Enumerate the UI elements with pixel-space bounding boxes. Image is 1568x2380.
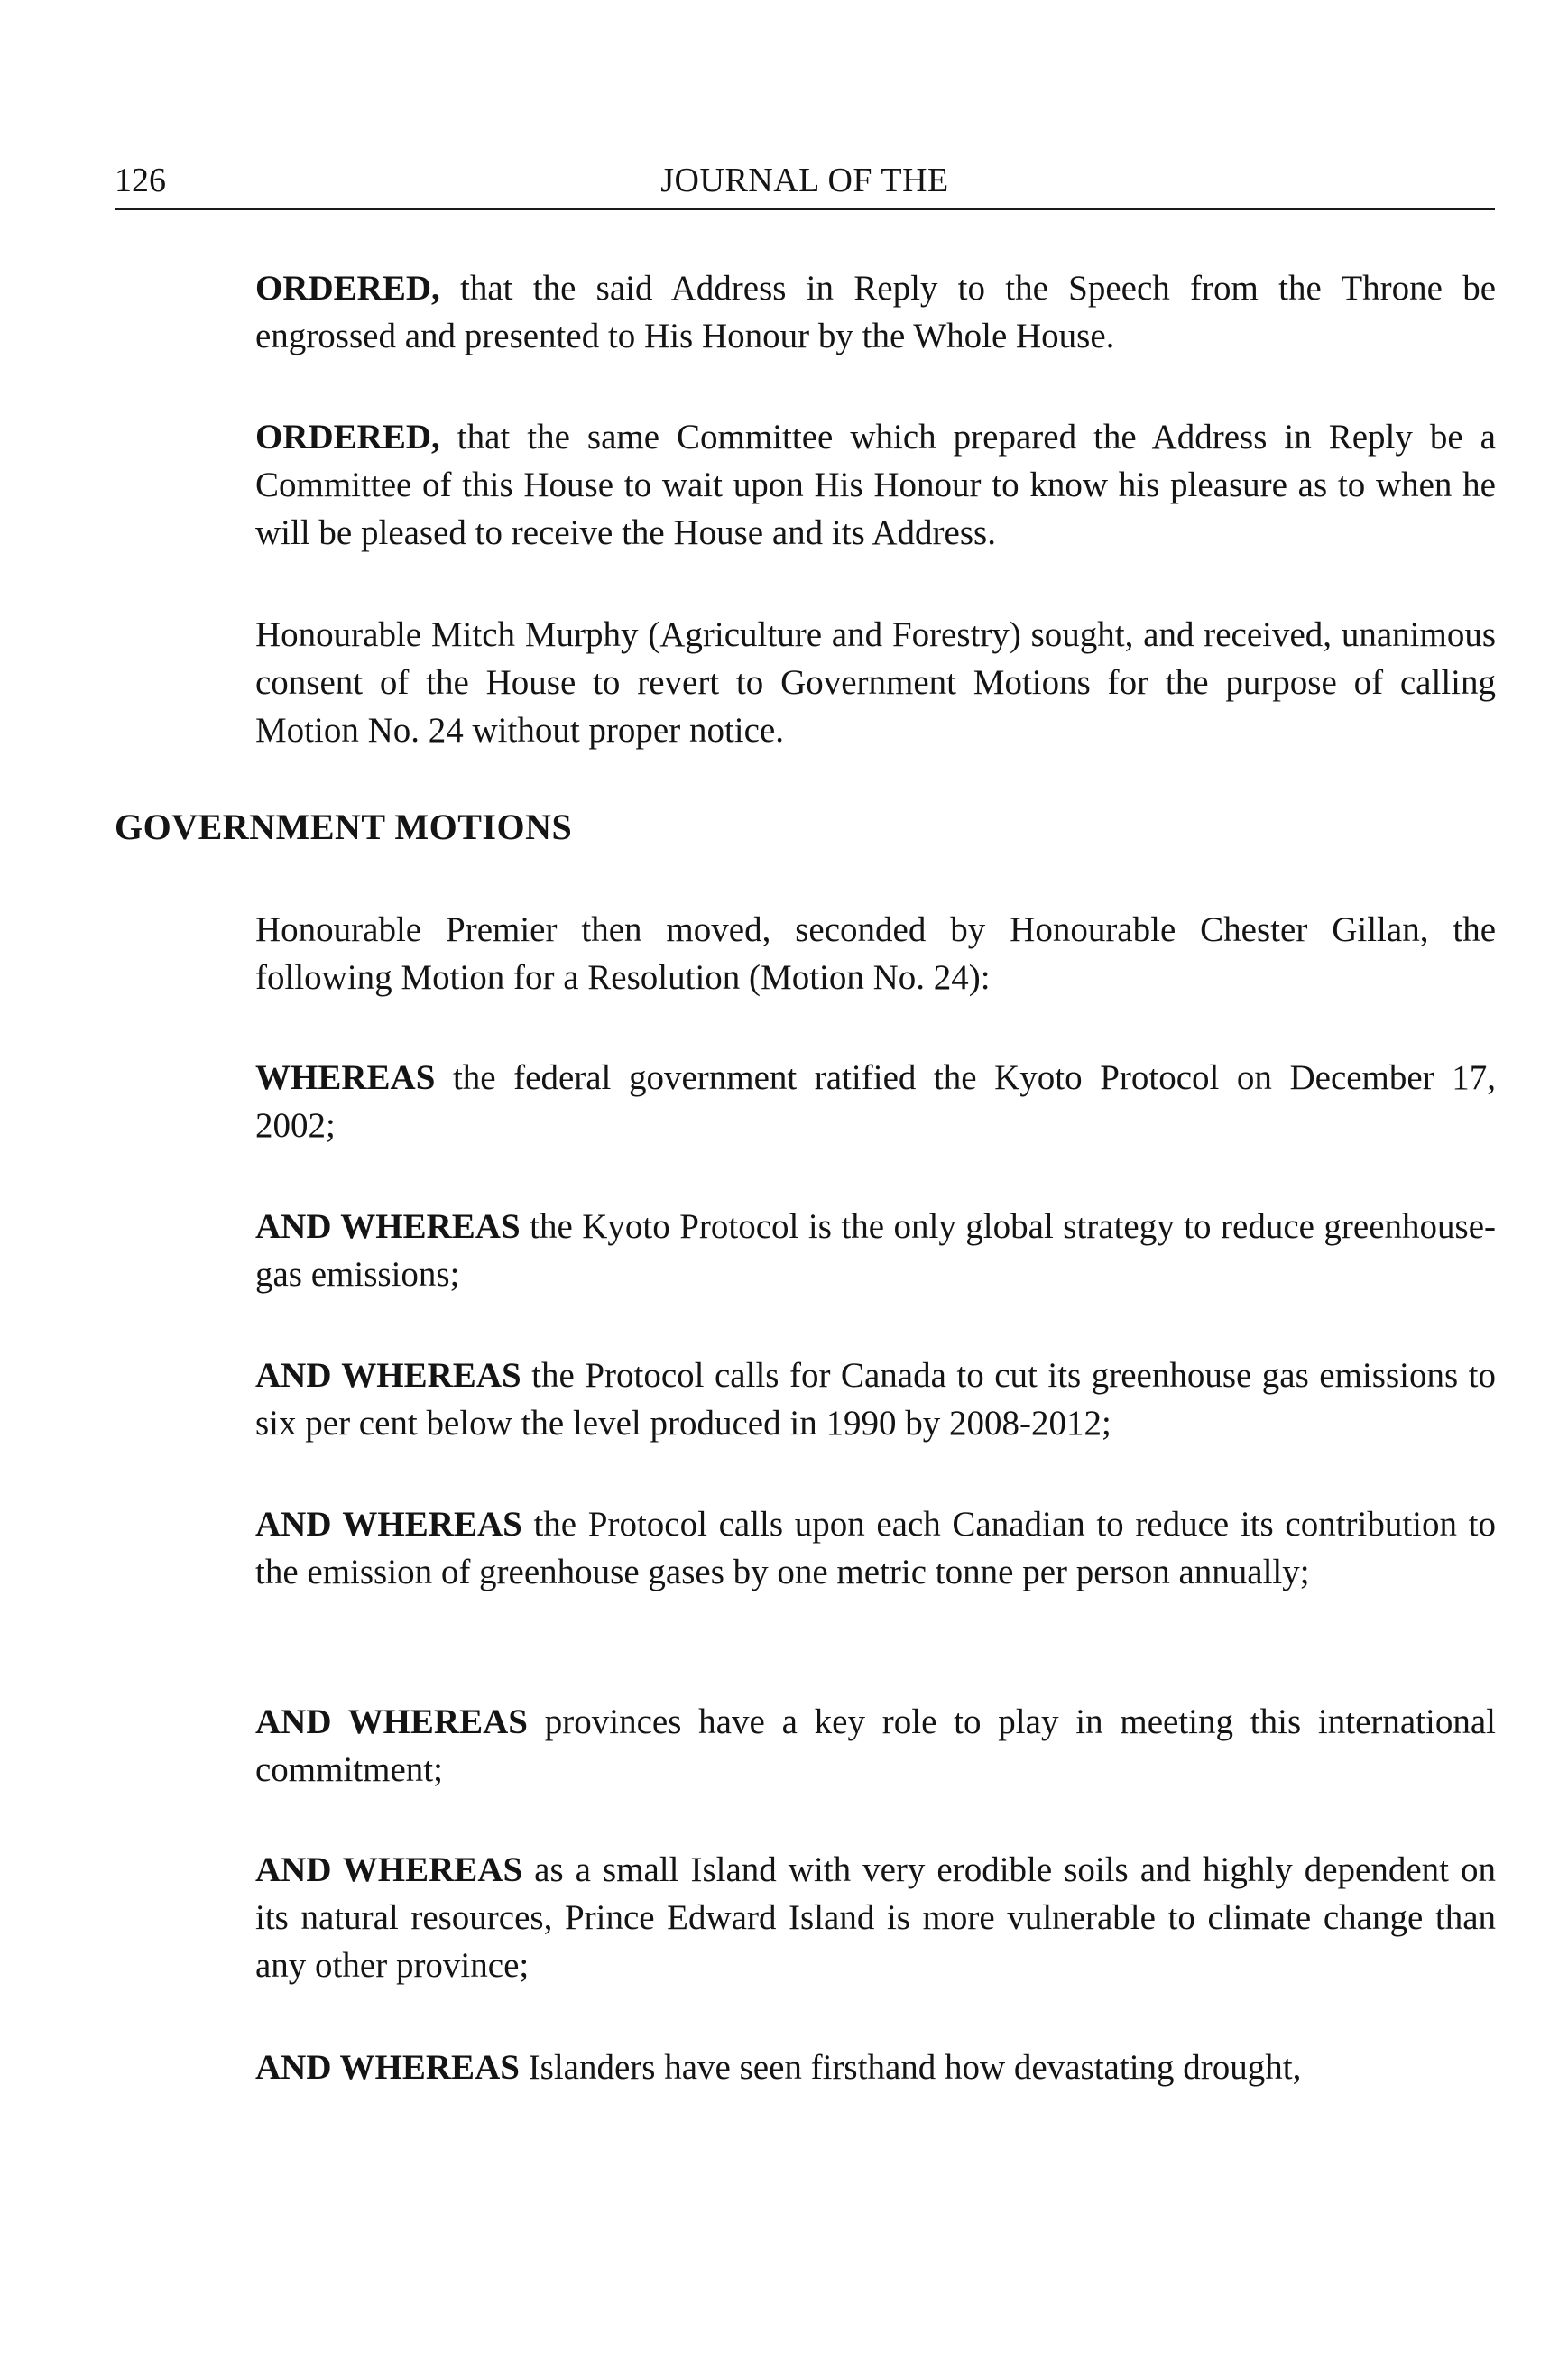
motion-intro-paragraph: [255, 906, 1496, 1001]
paragraph-text: the federal government ratified the Kyoto Protocol on December 17, 2002;: [255, 1058, 1496, 1145]
paragraph-text: provinces have a key role to play in meeting this international commitment;: [255, 1702, 1496, 1789]
section-heading: GOVERNMENT MOTIONS: [115, 807, 573, 847]
whereas-paragraph-1: [255, 1054, 1496, 1149]
ordered-paragraph-1: [255, 264, 1496, 360]
paragraph-lead: AND WHEREAS: [255, 1356, 521, 1395]
paragraph-lead: AND WHEREAS: [255, 1207, 521, 1246]
paragraph-text: Honourable Premier then moved, seconded by Honourable Chester Gillan, the following Motion for a Resolution (Motion No. 24):: [255, 910, 1496, 997]
paragraph-lead: AND WHEREAS: [255, 1505, 522, 1544]
paragraph-text: Islanders have seen firsthand how devastating drought,: [519, 2048, 1302, 2087]
paragraph-lead: ORDERED,: [255, 418, 440, 457]
whereas-paragraph-7: [255, 2043, 1496, 2091]
paragraph-text: the Protocol calls upon each Canadian to reduce its contribution to the emission of greenhouse gases by one metric tonne per person annually;: [255, 1505, 1497, 1591]
running-head: JOURNAL OF THE: [660, 161, 949, 199]
ordered-paragraph-2: [255, 413, 1496, 557]
paragraph-text: as a small Island with very erodible soils and highly dependent on its natural resources, Prince Edward Island is more vulnerable to climate change than any other province;: [255, 1850, 1496, 1985]
paragraph-text: the Kyoto Protocol is the only global strategy to reduce greenhouse-gas emissions;: [255, 1207, 1496, 1294]
whereas-paragraph-5: [255, 1698, 1496, 1794]
paragraph-lead: AND WHEREAS: [255, 1850, 523, 1889]
whereas-paragraph-3: [255, 1351, 1496, 1447]
paragraph-lead: AND WHEREAS: [255, 2048, 520, 2087]
paragraph-lead: WHEREAS: [255, 1058, 436, 1097]
whereas-paragraph-4: [255, 1500, 1496, 1596]
whereas-paragraph-6: [255, 1846, 1496, 1989]
page-number: 126: [115, 161, 166, 199]
paragraph-text: that the said Address in Reply to the Speech from the Throne be engrossed and presented to His Honour by the Whole House.: [255, 269, 1496, 355]
paragraph-text: the Protocol calls for Canada to cut its greenhouse gas emissions to six per cent below the level produced in 1990 by 2008-2012;: [255, 1356, 1496, 1443]
paragraph-lead: ORDERED,: [255, 269, 440, 308]
whereas-paragraph-2: [255, 1203, 1496, 1298]
consent-paragraph: [255, 611, 1496, 754]
paragraph-text: that the same Committee which prepared the Address in Reply be a Committee of this House to wait upon His Honour to know his pleasure as to when he will be pleased to receive the House and its Address.: [255, 418, 1496, 552]
paragraph-lead: AND WHEREAS: [255, 1702, 528, 1741]
page-header: [115, 153, 1495, 210]
paragraph-text: Honourable Mitch Murphy (Agriculture and Forestry) sought, and received, unanimous consent of the House to revert to Government Motions for the purpose of calling Motion No. 24 without proper notice.: [255, 615, 1496, 750]
